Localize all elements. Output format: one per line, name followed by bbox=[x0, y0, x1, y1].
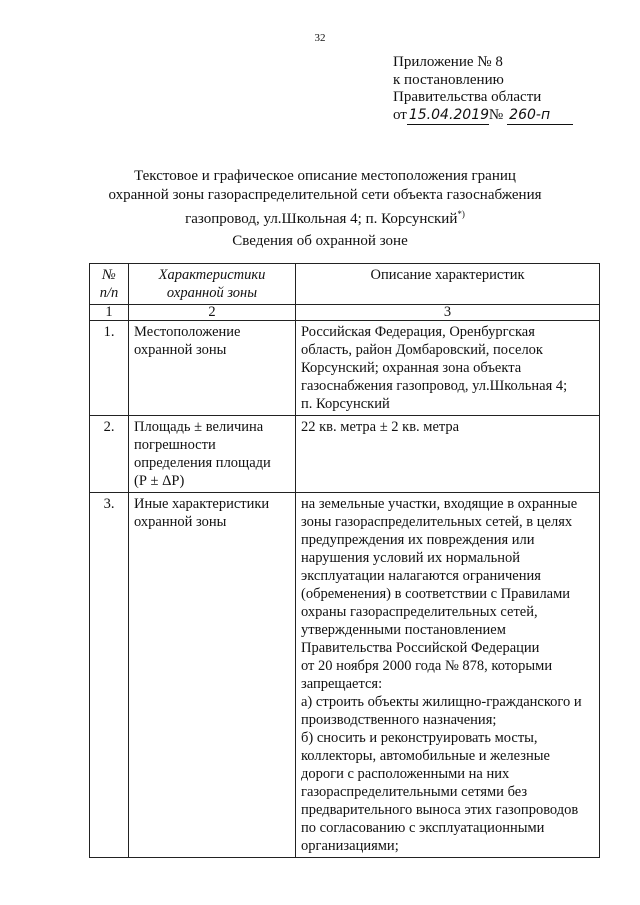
index-cell-3: 3 bbox=[296, 305, 600, 321]
row-characteristic: Иные характеристики охранной зоны bbox=[129, 493, 296, 858]
index-cell-1: 1 bbox=[90, 305, 129, 321]
row-description: Российская Федерация, Оренбургская область, район Домбаровский, поселок Корсунский; охранная зона объекта газоснабжения газопровод, ул.Школьная 4; п. Корсунский bbox=[296, 321, 600, 416]
appendix-line-1: Приложение № 8 bbox=[393, 54, 503, 70]
appendix-number-label: № bbox=[488, 106, 504, 123]
title-footnote-mark: *) bbox=[457, 209, 465, 219]
row-description: 22 кв. метра ± 2 кв. метра bbox=[296, 416, 600, 493]
row-characteristic: Площадь ± величина погрешности определения площади (Р ± ΔР) bbox=[129, 416, 296, 493]
row-characteristic: Местоположение охранной зоны bbox=[129, 321, 296, 416]
appendix-date-handwritten: 15.04.2019 bbox=[407, 107, 489, 126]
section-subtitle: Сведения об охранной зоне bbox=[232, 233, 408, 249]
protection-zone-table bbox=[89, 263, 600, 858]
row-description: на земельные участки, входящие в охранные зоны газораспределительных сетей, в целях предупреждения их повреждения или нарушения условий их нормальной эксплуатации налагаются ограничения (обременения) в соответствии с Правилами охраны газораспределительных сетей, утвержденными постановлением Правительства Российской Федерации от 20 ноября 2000 года № 878, которыми запрещается: а) строить объекты жилищно-гражданского и производственного назначения; б) сносить и реконструировать мосты, коллекторы, автомобильные и железные дороги с расположенными на них газораспределительными сетями без предварительного выноса этих газопроводов по согласованию с эксплуатационными организациями; bbox=[296, 493, 600, 858]
appendix-date-prefix: от bbox=[393, 106, 407, 123]
table-header-row bbox=[90, 264, 600, 305]
table-row bbox=[90, 416, 600, 493]
appendix-block bbox=[393, 54, 573, 125]
row-num: 3. bbox=[90, 493, 129, 858]
title-line-1: Текстовое и графическое описание местоположения границ bbox=[134, 168, 516, 184]
row-num: 2. bbox=[90, 416, 129, 493]
appendix-line-2: к постановлению bbox=[393, 71, 504, 88]
table-row bbox=[90, 321, 600, 416]
title-line-3-wrap bbox=[60, 205, 590, 229]
header-description: Описание характеристик bbox=[296, 264, 600, 305]
table-index-row bbox=[90, 305, 600, 321]
title-line-3: газопровод, ул.Школьная 4; п. Корсунский bbox=[185, 211, 458, 227]
appendix-number-handwritten: 260-п bbox=[507, 107, 573, 126]
index-cell-2: 2 bbox=[129, 305, 296, 321]
header-characteristic: Характеристики охранной зоны bbox=[129, 264, 296, 305]
page-number: 32 bbox=[314, 32, 326, 44]
title-line-2: охранной зоны газораспределительной сети объекта газоснабжения bbox=[108, 187, 542, 203]
header-num: № п/п bbox=[90, 264, 129, 305]
document-title bbox=[60, 167, 590, 229]
row-num: 1. bbox=[90, 321, 129, 416]
appendix-line-3: Правительства области bbox=[393, 89, 542, 105]
appendix-date-row bbox=[393, 107, 573, 126]
table-row bbox=[90, 493, 600, 858]
